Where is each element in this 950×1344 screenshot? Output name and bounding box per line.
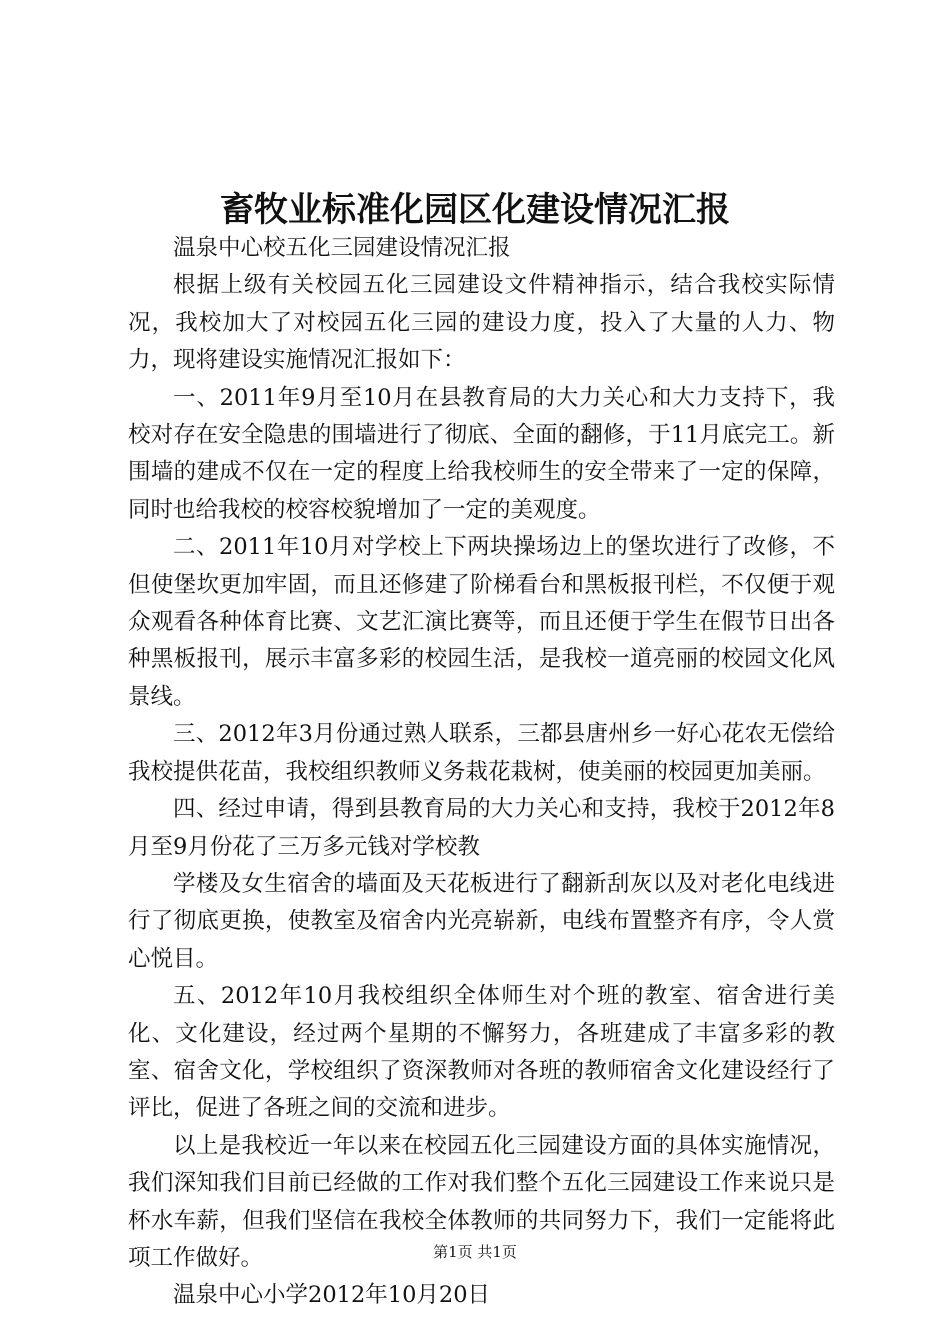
paragraph-item-4: 四、经过申请，得到县教育局的大力关心和支持，我校于2012年8月至9月份花了三万多元钱对学校教 [128,796,835,860]
paragraph-intro: 根据上级有关校园五化三园建设文件精神指示，结合我校实际情况，我校加大了对校园五化三园的建设力度，投入了大量的人力、物力，现将建设实施情况汇报如下： [128,272,835,374]
paragraph-item-2: 二、2011年10月对学校上下两块操场边上的堡坎进行了改修，不但使堡坎更加牢固，而且还修建了阶梯看台和黑板报刊栏，不仅便于观众观看各种体育比赛、文艺汇演比赛等，而且还便于学生在假节日出各种黑板报刊，展示丰富多彩的校园生活，是我校一道亮丽的校园文化风景线。 [128,534,835,710]
paragraph-item-1: 一、2011年9月至10月在县教育局的大力关心和大力支持下，我校对存在安全隐患的围墙进行了彻底、全面的翻修，于11月底完工。新围墙的建成不仅在一定的程度上给我校师生的安全带来了一定的保障，同时也给我校的校容校貌增加了一定的美观度。 [128,384,835,523]
paragraph-conclusion: 以上是我校近一年以来在校园五化三园建设方面的具体实施情况，我们深知我们目前已经做的工作对我们整个五化三园建设工作来说只是杯水车薪，但我们坚信在我校全体教师的共同努力下，我们一定能将此项工作做好。 [128,1132,835,1271]
paragraph-item-5: 五、2012年10月我校组织全体师生对个班的教室、宿舍进行美化、文化建设，经过两个星期的不懈努力，各班建成了丰富多彩的教室、宿舍文化，学校组织了资深教师对各班的教师宿舍文化建设经行了评比，促进了各班之间的交流和进步。 [128,983,835,1122]
paragraph-item-4-continued: 学楼及女生宿舍的墙面及天花板进行了翻新刮灰以及对老化电线进行了彻底更换，使教室及宿舍内光亮崭新，电线布置整齐有序，令人赏心悦目。 [128,870,835,972]
paragraph-item-3: 三、2012年3月份通过熟人联系，三都县唐州乡一好心花农无偿给我校提供花苗，我校组织教师义务栽花栽树，使美丽的校园更加美丽。 [128,721,835,785]
document-body [128,230,835,1315]
paragraph-signature-date: 温泉中心小学2012年10月20日 [173,1282,491,1309]
document-title: 畜牧业标准化园区化建设情况汇报 [220,190,730,230]
page-number-footer: 第1页 共1页 [433,1243,517,1261]
paragraph-subtitle: 温泉中心校五化三园建设情况汇报 [173,235,511,261]
